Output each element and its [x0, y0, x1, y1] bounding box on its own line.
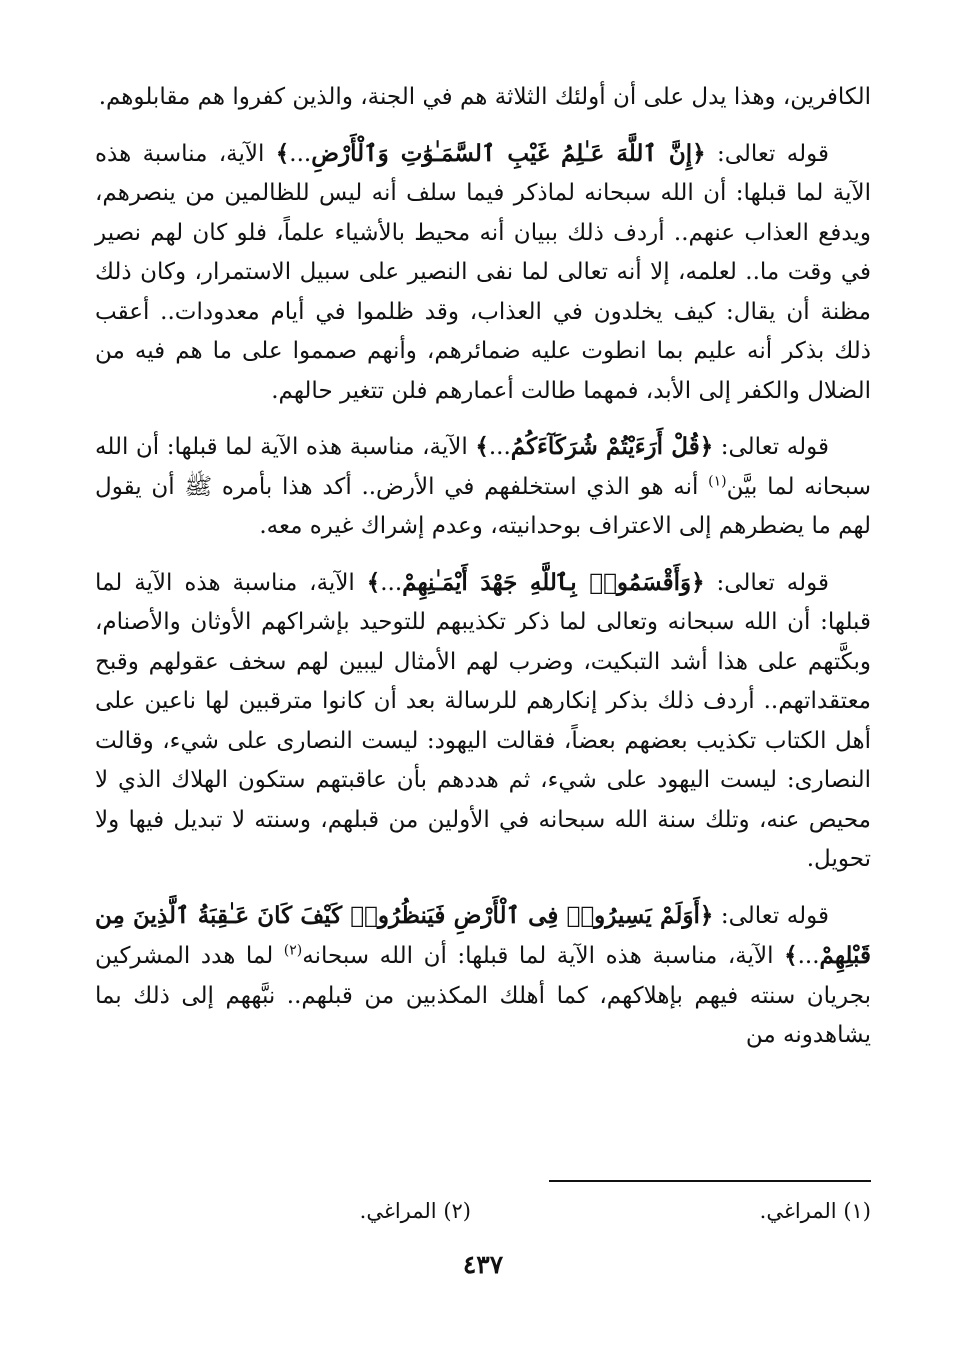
footnote-2 [360, 1196, 471, 1226]
footnote-reference-1: (١) [708, 472, 727, 489]
footnote-separator [549, 1180, 871, 1182]
footnote-text: المراغي. [759, 1199, 837, 1223]
page-number: ٤٣٧ [462, 1250, 504, 1279]
verse-intro: قوله تعالى: [704, 569, 829, 596]
verse-ellipsis: ... [380, 569, 403, 596]
footnote-label: (٢) [443, 1199, 471, 1223]
verse-intro: قوله تعالى: [705, 140, 829, 167]
verse-ellipsis: ... [289, 140, 312, 167]
book-page [95, 78, 871, 1353]
verse-ellipsis: ... [488, 434, 511, 460]
quran-close-bracket: ﴾ [784, 943, 798, 969]
quran-open-bracket: ﴿ [699, 434, 714, 460]
verse-intro: قوله تعالى: [713, 434, 829, 460]
footnote-1 [760, 1196, 871, 1226]
paragraph-text-before-reference: الآية، مناسبة هذه الآية لما قبلها: أن الله سبحانه لما بيَّن [95, 434, 871, 500]
footnote-reference-2: (٢) [283, 942, 303, 959]
quran-close-bracket: ﴾ [366, 569, 381, 596]
quran-verse: إِنَّ ٱللَّهَ عَـٰلِمُ غَيْبِ ٱلسَّمَـٰوَٰتِ وَٱلْأَرْضِ [311, 139, 693, 167]
paragraph-text: الآية، مناسبة هذه الآية لما قبلها: أن الله سبحانه لماذكر فيما سلف أنه ليس للظالمين من ينصرهم، ويدفع العذاب عنهم.. أردف ذلك ببيان أنه محيط بالأشياء علماً، فلو كان لهم نصير في وقت ما.. لعلمه، إلا أنه تعالى لما نفى النصير على سبيل الاستمرار، وكان ذلك مظنة أن يقال: كيف يخلدون في العذاب، وقد ظلموا في أيام معدودات.. أعقب ذلك بذكر أنه عليم بما انطوت عليه ضمائرهم، وأنهم صمموا على ما هم فيه من الضلال والكفر إلى الأبد، فمهما طالت أعمارهم فلن تتغير حالهم. [95, 140, 871, 404]
quran-close-bracket: ﴾ [275, 140, 290, 167]
quran-open-bracket: ﴿ [691, 569, 705, 596]
paragraph-text: الآية، مناسبة هذه الآية لما قبلها: أن الله سبحانه وتعالى لما ذكر تكذيبهم للتوحيد بإشراكهم الأوثان والأصنام، وبكَّتهم على هذا أشد التبكيت، وضرب لهم الأمثال ليبين لهم سخف عقولهم وقبح معتقداتهم.. أردف ذلك بذكر إنكارهم للرسالة بعد أن كانوا مترقبين لها ناعين على أهل الكتاب تكذيب بعضهم بعضاً، فقالت اليهود: ليست النصارى على شيء، وقالت النصارى: ليست اليهود على شيء، ثم هددهم بأن عاقبتهم ستكون الهلاك الذي لا محيص عنه، وتلك سنة الله سبحانه في الأولين من قبلهم، وسنته لا تبديل فيها ولا تحويل. [95, 569, 871, 872]
quran-verse: وَأَقْسَمُوا۟ بِٱللَّهِ جَهْدَ أَيْمَـٰنِهِمْ [402, 568, 692, 596]
quran-open-bracket: ﴿ [692, 140, 706, 167]
paragraph-text: الكافرين، وهذا يدل على أن أولئك الثلاثة هم في الجنة، والذين كفروا هم مقابلوهم. [98, 84, 871, 110]
footnote-label: (١) [843, 1199, 871, 1223]
paragraph-3 [95, 427, 871, 547]
paragraph-5 [95, 896, 871, 1056]
verse-ellipsis: ... [797, 943, 820, 969]
paragraph-text-before-reference: الآية، مناسبة هذه الآية لما قبلها: أن الله سبحانه [302, 943, 785, 969]
quran-open-bracket: ﴿ [699, 902, 714, 929]
paragraph-1 [95, 78, 871, 118]
paragraph-2 [95, 134, 871, 412]
verse-intro: قوله تعالى: [713, 902, 829, 929]
quran-verse: أَوَلَمْ يَسِيرُوا۟ فِى ٱلْأَرْضِ فَيَنظُرُوا۟ كَيْفَ كَانَ عَـٰقِبَةُ ٱلَّذِينَ مِن قَبْلِهِمْ [95, 901, 871, 969]
footnote-text: المراغي. [359, 1199, 437, 1223]
quran-verse: قُلْ أَرَءَيْتُمْ شُرَكَآءَكُمُ [510, 433, 700, 460]
paragraph-4 [95, 563, 871, 880]
paragraph-text: لما هدد المشركين بجريان سنته فيهم بإهلاكهم، كما أهلك المكذبين من قبلهم.. نبَّههم إلى ذلك بما يشاهدونه من [95, 943, 871, 1048]
paragraph-text: أنه هو الذي استخلفهم في الأرض.. أكد هذا بأمره ﷺ أن يقول لهم ما يضطرهم إلى الاعتراف بوحدانيته، وعدم إشراك غيره معه. [95, 473, 871, 539]
quran-close-bracket: ﴾ [475, 434, 489, 460]
